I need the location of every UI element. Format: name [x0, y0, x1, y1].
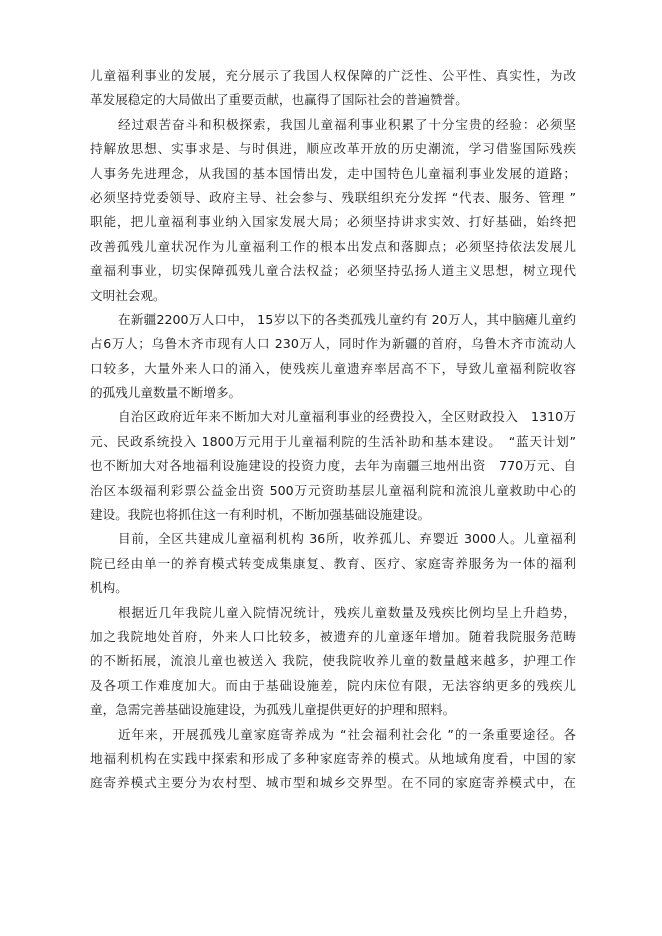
text-line: 加之我院地处首府，外来人口比较多，被遗弃的儿童逐年增加。随着我院服务范畴 [90, 628, 576, 644]
text-line: 人事务先进理念，从我国的基本国情出发，走中国特色儿童福利事业发展的道路； [90, 165, 576, 181]
text-line: 经过艰苦奋斗和积极探索，我国儿童福利事业积累了十分宝贵的经验：必须坚 [118, 116, 576, 132]
text-line: 建设。我院也将抓住这一有利时机，不断加强基础设施建设。 [90, 507, 431, 523]
paragraph-2 [90, 113, 576, 308]
text-line: 童，急需完善基础设施建设，为孤残儿童提供更好的护理和照料。 [90, 702, 456, 718]
text-line: 儿童福利事业的发展，充分展示了我国人权保障的广泛性、公平性、真实性，为改 [90, 68, 576, 83]
paragraph-3 [90, 308, 576, 406]
paragraph-4 [90, 405, 576, 527]
text-line: 元、民政系统投入 1800万元用于儿童福利院的生活补助和基本建设。 “蓝天计划” [90, 433, 576, 449]
text-line: 职能，把儿童福利事业纳入国家发展大局；必须坚持讲求实效、打好基础，始终把 [90, 214, 576, 230]
text-line: 自治区政府近年来不断加大对儿童福利事业的经费投入，全区财政投入 1310万 [118, 409, 576, 425]
text-line: 地福利机构在实践中探索和形成了多种家庭寄养的模式。从地域角度看，中国的家 [90, 750, 576, 766]
text-line: 文明社会观。 [90, 287, 166, 303]
text-line: 持解放思想、实事求是、与时俱进，顺应改革开放的历史潮流，学习借鉴国际残疾 [90, 141, 576, 157]
document-page [90, 64, 576, 796]
paragraph-5 [90, 527, 576, 600]
text-line: 改善孤残儿童状况作为儿童福利工作的根本出发点和落脚点；必须坚持依法发展儿 [90, 238, 576, 254]
paragraph-6 [90, 601, 576, 723]
text-line: 在新疆2200万人口中， 15岁以下的各类孤残儿童约有 20万人，其中脑瘫儿童约 [118, 311, 576, 327]
text-line: 童福利事业，切实保障孤残儿童合法权益；必须坚持弘扬人道主义思想，树立现代 [90, 263, 576, 279]
text-line: 的不断拓展，流浪儿童也被送入 我院，使我院收养儿童的数量越来越多，护理工作 [90, 653, 576, 669]
text-line: 近年来，开展孤残儿童家庭寄养成为 “社会福利社会化 ”的一条重要途径。各 [118, 726, 576, 742]
text-line: 口较多，大量外来人口的涌入，使残疾儿童遗弃率居高不下，导致儿童福利院收容 [90, 360, 576, 376]
text-line: 庭寄养模式主要分为农村型、城市型和城乡交界型。在不同的家庭寄养模式中，在 [90, 775, 576, 791]
text-line: 的孤残儿童数量不断增多。 [90, 385, 242, 401]
text-line: 机构。 [90, 580, 128, 596]
text-line: 必须坚持党委领导、政府主导、社会参与、残联组织充分发挥 “代表、服务、管理 ” [90, 189, 576, 205]
text-line: 治区本级福利彩票公益金出资 500万元资助基层儿童福利院和流浪儿童救助中心的 [90, 482, 576, 498]
text-line: 及各项工作难度加大。而由于基础设施差，院内床位有限，无法容纳更多的残疾儿 [90, 677, 576, 693]
text-line: 根据近几年我院儿童入院情况统计，残疾儿童数量及残疾比例均呈上升趋势， [118, 604, 576, 620]
paragraph-7 [90, 723, 576, 796]
text-line: 目前，全区共建成儿童福利机构 36所，收养孤儿、弃婴近 3000人。儿童福利 [118, 531, 576, 547]
text-line: 占6万人；乌鲁木齐市现有人口 230万人，同时作为新疆的首府，乌鲁木齐市流动人 [90, 336, 576, 352]
text-line: 也不断加大对各地福利设施建设的投资力度，去年为南疆三地州出资 770万元、自 [90, 458, 576, 474]
text-line: 革发展稳定的大局做出了重要贡献，也赢得了国际社会的普遍赞誉。 [90, 92, 468, 108]
paragraph-1 [90, 64, 576, 113]
text-line: 院已经由单一的养育模式转变成集康复、教育、医疗、家庭寄养服务为一体的福利 [90, 555, 576, 571]
